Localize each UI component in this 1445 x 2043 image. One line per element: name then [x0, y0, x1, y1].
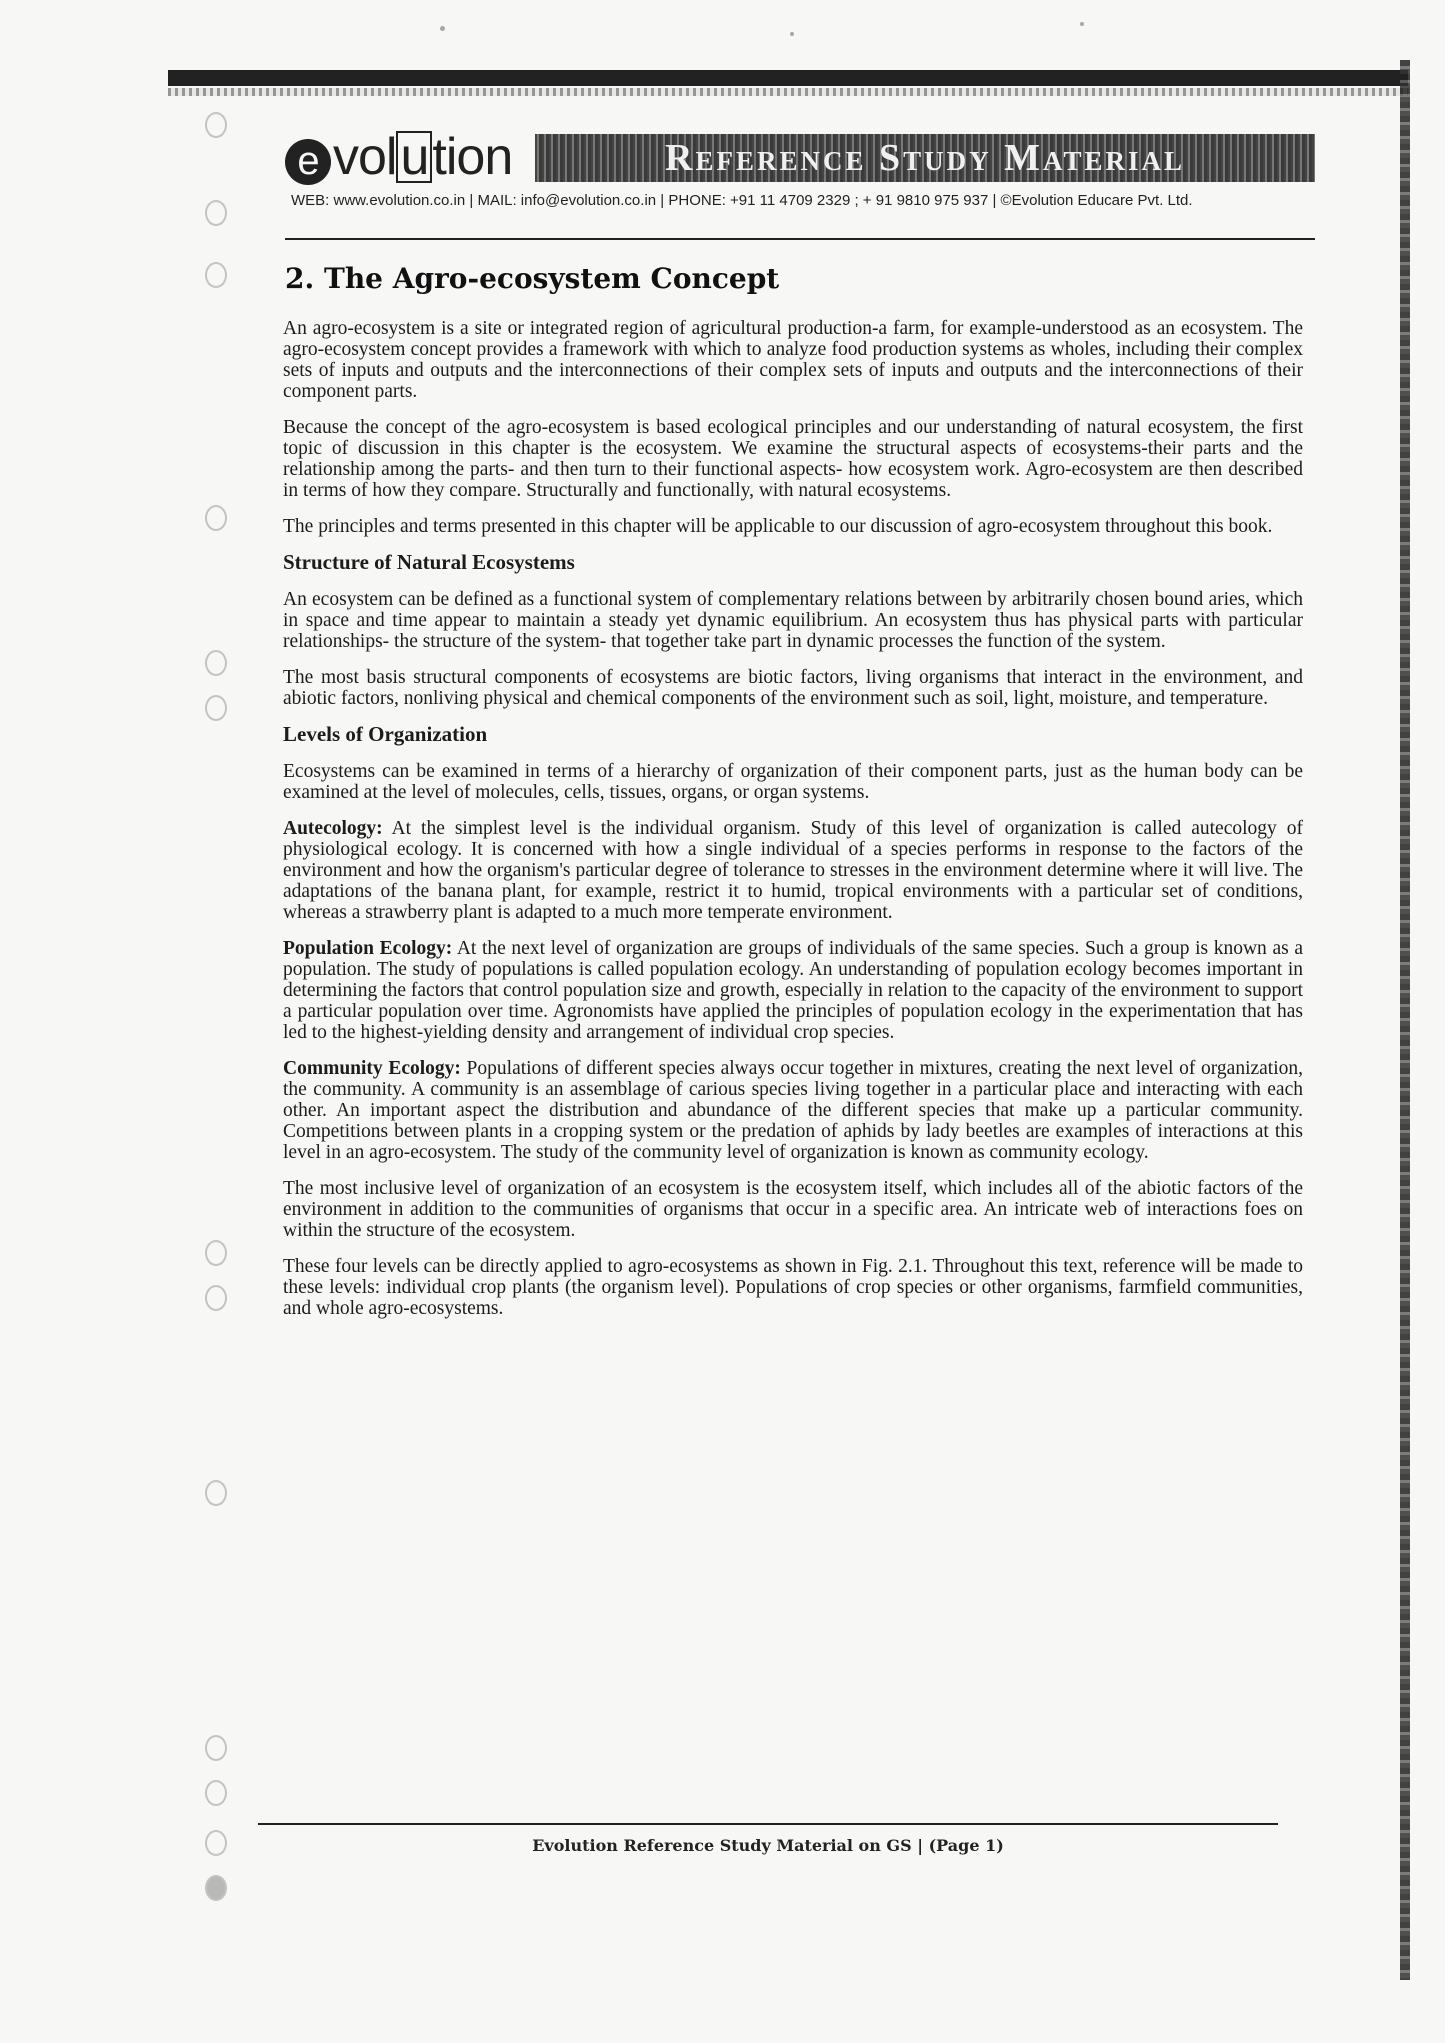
punch-hole-mark [205, 200, 227, 226]
paragraph-text: Populations of different species always occur together in mixtures, creating the next level of organization, the community. A community is an assemblage of carious species living together in a particular place and interacting with each other. An important aspect the distribution and abundance of the different species that make up a particular community. Competitions between plants in a cropping system or the predation of aphids by lady beetles are examples of interactions at this level in an agro-ecosystem. The study of the community level of organization is known as community ecology. [283, 1058, 1304, 1163]
punch-hole-mark [205, 1875, 227, 1901]
page-footer: Evolution Reference Study Material on GS | (Page 1) [532, 1836, 1004, 1855]
reference-study-material-banner: Reference Study Material [535, 134, 1315, 182]
punch-hole-mark [205, 695, 227, 721]
paragraph: Ecosystems can be examined in terms of a hierarchy of organization of their component parts, just as the human body can be examined at the level of molecules, cells, tissues, organs, or organ systems. [283, 761, 1303, 803]
paragraph [283, 1058, 1303, 1163]
page-header [285, 128, 1315, 218]
paragraph: The most basis structural components of ecosystems are biotic factors, living organisms that interact in the environment, and abiotic factors, nonliving physical and chemical components of the environment such as soil, light, moisture, and temperature. [283, 667, 1303, 709]
logo-text-part: tion [432, 128, 513, 186]
punch-hole-mark [205, 1735, 227, 1761]
header-rule-texture [168, 88, 1408, 96]
paragraph: The most inclusive level of organization of an ecosystem is the ecosystem itself, which includes all of the abiotic factors of the environment in addition to the communities of organisms that occur in a specific area. An intricate web of interactions foes on within the structure of the ecosystem. [283, 1178, 1303, 1241]
section-heading: Levels of Organization [283, 722, 488, 746]
footer-divider [258, 1823, 1278, 1825]
scan-margin [0, 0, 260, 2043]
contact-line: WEB: www.evolution.co.in | MAIL: info@evolution.co.in | PHONE: +91 11 4709 2329 ; + 91 9810 975 937 | ©Evolution Educare Pvt. Ltd. [291, 192, 1193, 209]
body-text [283, 318, 1303, 1334]
punch-hole-mark [205, 1780, 227, 1806]
punch-hole-mark [205, 262, 227, 288]
header-divider [285, 238, 1315, 240]
chapter-title: 2. The Agro-ecosystem Concept [285, 262, 780, 295]
paragraph [283, 938, 1303, 1043]
scan-speck [1080, 22, 1084, 26]
punch-hole-mark [205, 505, 227, 531]
logo-text-part: u [396, 131, 432, 183]
punch-hole-mark [205, 1830, 227, 1856]
paragraph: Because the concept of the agro-ecosystem is based ecological principles and our understanding of natural ecosystem, the first topic of discussion in this chapter is the ecosystem. We examine the structural aspects of ecosystems-their parts and the relationship among the parts- and then turn to their functional aspects- how ecosystem work. Agro-ecosystem are then described in terms of how they compare. Structurally and functionally, with natural ecosystems. [283, 417, 1303, 501]
punch-hole-mark [205, 1480, 227, 1506]
paragraph-text: At the simplest level is the individual organism. Study of this level of organization is called autecology of physiological ecology. It is concerned with how a single individual of a species performs in response to the factors of the environment and how the organism's particular degree of tolerance to stresses in the environment determine where it will live. The adaptations of the banana plant, for example, restrict it to humid, tropical environments with a particular set of conditions, whereas a strawberry plant is adapted to a much more temperate environment. [283, 818, 1303, 923]
term-label: Population Ecology: [283, 938, 453, 959]
logo-text-part: vol [333, 128, 397, 186]
term-label: Community Ecology: [283, 1058, 461, 1079]
punch-hole-mark [205, 1240, 227, 1266]
page-edge-shadow [1400, 60, 1410, 1980]
logo-e-mark: e [285, 139, 331, 185]
punch-hole-mark [205, 650, 227, 676]
punch-hole-mark [205, 112, 227, 138]
paragraph-text: At the next level of organization are groups of individuals of the same species. Such a group is known as a population. The study of populations is called population ecology. An understanding of population ecology becomes important in determining the factors that control population size and growth, especially in relation to the capacity of the environment to support a particular population over time. Agronomists have applied the principles of population ecology in the experimentation that has led to the highest-yielding density and arrangement of individual crop species. [283, 938, 1303, 1043]
term-label: Autecology: [283, 818, 383, 839]
scan-speck [790, 32, 794, 36]
scan-speck [440, 26, 445, 31]
paragraph: The principles and terms presented in this chapter will be applicable to our discussion of agro-ecosystem throughout this book. [283, 516, 1273, 537]
paragraph [283, 818, 1303, 923]
paragraph: An ecosystem can be defined as a functional system of complementary relations between by arbitrarily chosen bound aries, which in space and time appear to maintain a steady yet dynamic equilibrium. An ecosystem thus has physical parts with particular relationships- the structure of the system- that together take part in dynamic processes the function of the system. [283, 589, 1303, 652]
punch-hole-mark [205, 1285, 227, 1311]
evolution-logo [285, 128, 512, 186]
header-rule-thick [168, 70, 1408, 86]
paragraph: These four levels can be directly applied to agro-ecosystems as shown in Fig. 2.1. Throughout this text, reference will be made to these levels: individual crop plants (the organism level). Populations of crop species or other organisms, farmfield communities, and whole agro-ecosystems. [283, 1256, 1303, 1319]
paragraph: An agro-ecosystem is a site or integrated region of agricultural production-a farm, for example-understood as an ecosystem. The agro-ecosystem concept provides a framework with which to analyze food production systems as wholes, including their complex sets of inputs and outputs and the interconnections of their complex sets of inputs and outputs and the interconnections of their component parts. [283, 318, 1303, 402]
section-heading: Structure of Natural Ecosystems [283, 550, 575, 574]
